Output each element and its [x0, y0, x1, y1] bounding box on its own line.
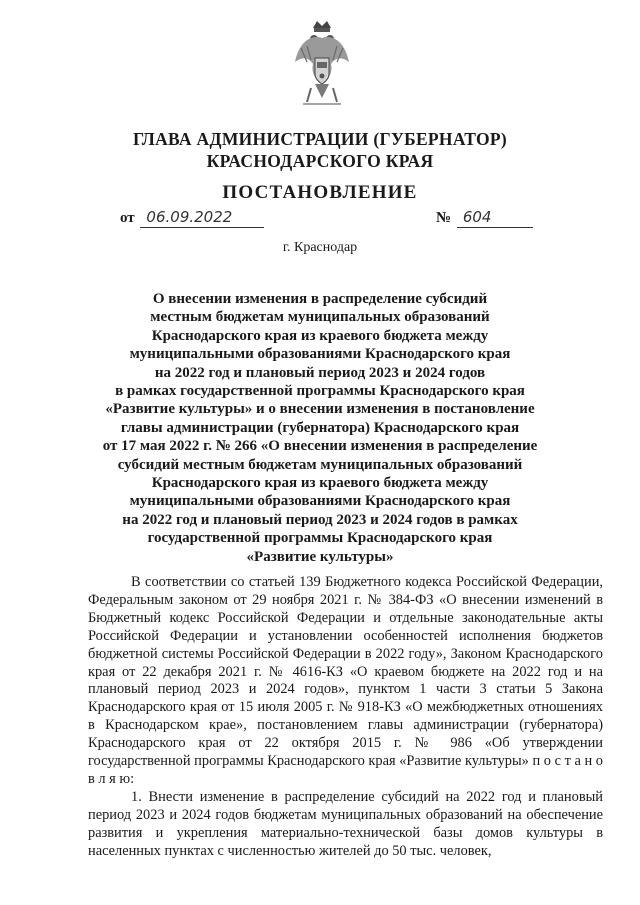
number-label: №	[436, 210, 452, 226]
subject-line: главы администрации (губернатора) Краснодарского края	[120, 419, 520, 436]
subject-line: О внесении изменения в распределение субсидий	[152, 291, 488, 307]
city-line: г. Краснодар	[282, 240, 358, 255]
subject-line: на 2022 год и плановый период 2023 и 2024 годов	[154, 364, 486, 381]
date-value: 06.09.2022	[140, 208, 264, 228]
subject-line: от 17 мая 2022 г. № 266 «О внесении изменения в распределение	[102, 438, 538, 455]
item-1-paragraph: 1. Внести изменение в распределение субсидий на 2022 год и плановый период 2023 и 2024 годов бюджетам муниципальных образований на обеспечение развития и укрепления материально-технической базы домов культуры в населенных пунктах с численностью жителей до 50 тыс. человек,	[88, 788, 603, 859]
date-row	[120, 208, 264, 234]
subject-line: Краснодарского края из краевого бюджета между	[151, 327, 489, 344]
subject-line: местным бюджетам муниципальных образований	[150, 309, 490, 326]
coat-of-arms-icon	[293, 18, 351, 108]
subject-line: муниципальными образованиями Краснодарского края	[129, 346, 511, 363]
subject-line: «Развитие культуры» и о внесении изменения в постановление	[105, 401, 535, 418]
subject-line: на 2022 год и плановый период 2023 и 2024 годов в рамках	[122, 511, 518, 528]
date-label: от	[120, 210, 135, 226]
document-subject	[100, 290, 540, 566]
document-body	[88, 574, 603, 861]
document-type-heading: ПОСТАНОВЛЕНИЕ	[222, 182, 418, 203]
preamble-paragraph: В соответствии со статьей 139 Бюджетного кодекса Российской Федерации, Федеральным законом от 29 ноября 2021 г. № 384-ФЗ «О внесении изменений в Бюджетный кодекс Российской Федерации и отдельные законодательные акты Российской Федерации и установлении особенностей исполнения бюджетов бюджетной системы Российской Федерации в 2022 году», Законом Краснодарского края от 22 декабря 2021 г. № 4616-КЗ «О краевом бюджете на 2022 год и на плановый период 2023 и 2024 годов», пунктом 1 части 3 статьи 5 Закона Краснодарского края от 15 июля 2005 г. № 918-КЗ «О межбюджетных отношениях в Краснодарском крае», постановлением главы администрации (губернатора) Краснодарского края от 22 октября 2015 г. № 986 «Об утверждении государственной программы Краснодарского края «Развитие культуры» п о с т а н о в л я ю:	[88, 574, 603, 787]
authority-line: ГЛАВА АДМИНИСТРАЦИИ (ГУБЕРНАТОР)	[132, 129, 507, 149]
subject-line: Краснодарского края из краевого бюджета между	[151, 475, 489, 492]
subject-line: государственной программы Краснодарского края	[147, 530, 493, 547]
subject-line: субсидий местным бюджетам муниципальных образований	[117, 456, 523, 473]
issuing-authority	[0, 128, 640, 172]
subject-line: «Развитие культуры»	[246, 548, 394, 565]
number-value: 604	[457, 208, 533, 228]
subject-line: в рамках государственной программы Краснодарского края	[115, 383, 525, 400]
number-row	[436, 208, 533, 234]
authority-line: КРАСНОДАРСКОГО КРАЯ	[206, 151, 434, 171]
subject-line: муниципальными образованиями Краснодарского края	[129, 493, 511, 510]
